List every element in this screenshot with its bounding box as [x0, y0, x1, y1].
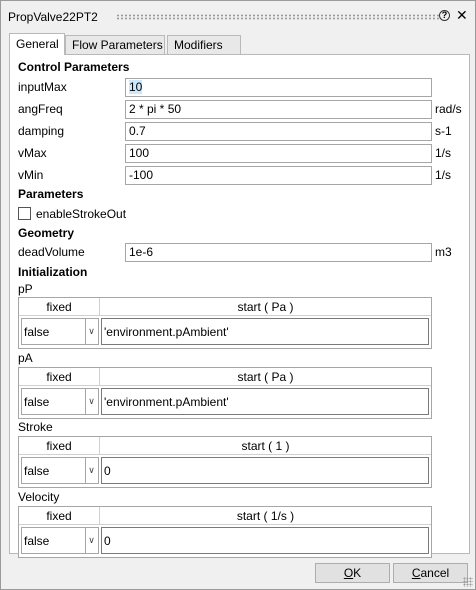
fixed-select[interactable]: false — [21, 527, 86, 554]
param-unit: m3 — [435, 245, 452, 259]
tab-general[interactable]: General — [9, 33, 65, 55]
general-panel — [9, 54, 470, 554]
tab-modifiers[interactable]: Modifiers — [167, 35, 241, 55]
param-label: damping — [18, 124, 65, 138]
chevron-down-icon[interactable]: ∨ — [85, 527, 99, 554]
section-initialization: Initialization — [18, 265, 88, 279]
fixed-select[interactable]: false — [21, 457, 86, 484]
group-label-stroke: Stroke — [18, 420, 53, 434]
param-label: deadVolume — [18, 245, 85, 259]
group-label-pP: pP — [18, 282, 33, 296]
title-bar[interactable] — [1, 1, 475, 31]
help-icon[interactable]: ? — [439, 10, 450, 21]
start-value-field[interactable]: 0 — [101, 527, 429, 554]
param-unit: 1/s — [435, 146, 452, 160]
start-value-field[interactable]: 0 — [101, 457, 429, 484]
param-unit: rad/s — [435, 102, 462, 116]
init-table-pA — [18, 367, 432, 419]
dead-volume-field[interactable]: 1e-6 — [125, 243, 432, 262]
cancel-button[interactable] — [393, 563, 468, 583]
start-value-field[interactable]: 'environment.pAmbient' — [101, 388, 429, 415]
group-label-pA: pA — [18, 351, 33, 365]
input-max-field[interactable] — [125, 78, 432, 97]
start-header: start ( Pa ) — [100, 298, 431, 316]
window-title: PropValve22PT2 — [8, 10, 98, 24]
field-value: 10 — [129, 80, 143, 94]
param-label: inputMax — [18, 80, 67, 94]
fixed-header: fixed — [19, 298, 100, 316]
fixed-header: fixed — [19, 507, 100, 525]
start-header: start ( Pa ) — [100, 368, 431, 386]
ang-freq-field[interactable]: 2 * pi * 50 — [125, 100, 432, 119]
v-max-field[interactable]: 100 — [125, 144, 432, 163]
param-label: vMax — [18, 146, 47, 160]
chevron-down-icon[interactable]: ∨ — [85, 457, 99, 484]
resize-grip-icon[interactable] — [463, 577, 473, 587]
cancel-label: ancel — [420, 566, 450, 580]
param-unit: 1/s — [435, 168, 452, 182]
tab-flow-parameters[interactable]: Flow Parameters — [65, 35, 165, 55]
group-label-velocity: Velocity — [18, 490, 60, 504]
enable-stroke-out-checkbox[interactable] — [18, 207, 31, 220]
fixed-header: fixed — [19, 437, 100, 455]
chevron-down-icon[interactable]: ∨ — [85, 388, 99, 415]
init-table-pP — [18, 297, 432, 349]
tab-bar — [9, 33, 469, 55]
chevron-down-icon[interactable]: ∨ — [85, 318, 99, 345]
start-header: start ( 1 ) — [100, 437, 431, 455]
start-value-field[interactable]: 'environment.pAmbient' — [101, 318, 429, 345]
param-label: vMin — [18, 168, 44, 182]
fixed-select[interactable]: false — [21, 318, 86, 345]
init-table-velocity — [18, 506, 432, 558]
fixed-header: fixed — [19, 368, 100, 386]
ok-label: K — [353, 566, 362, 580]
param-unit: s-1 — [435, 124, 452, 138]
cancel-mnemonic: C — [411, 566, 421, 580]
section-geometry: Geometry — [18, 226, 75, 240]
damping-field[interactable]: 0.7 — [125, 122, 432, 141]
init-table-stroke — [18, 436, 432, 488]
v-min-field[interactable]: -100 — [125, 166, 432, 185]
start-header: start ( 1/s ) — [100, 507, 431, 525]
ok-button[interactable] — [315, 563, 390, 583]
ok-mnemonic: O — [343, 566, 354, 580]
fixed-select[interactable]: false — [21, 388, 86, 415]
close-icon[interactable]: ✕ — [456, 7, 468, 23]
param-label: angFreq — [18, 102, 63, 116]
section-parameters: Parameters — [18, 187, 84, 201]
section-control-parameters: Control Parameters — [18, 60, 130, 74]
checkbox-label: enableStrokeOut — [36, 207, 127, 221]
drag-grip-icon[interactable] — [116, 14, 441, 20]
